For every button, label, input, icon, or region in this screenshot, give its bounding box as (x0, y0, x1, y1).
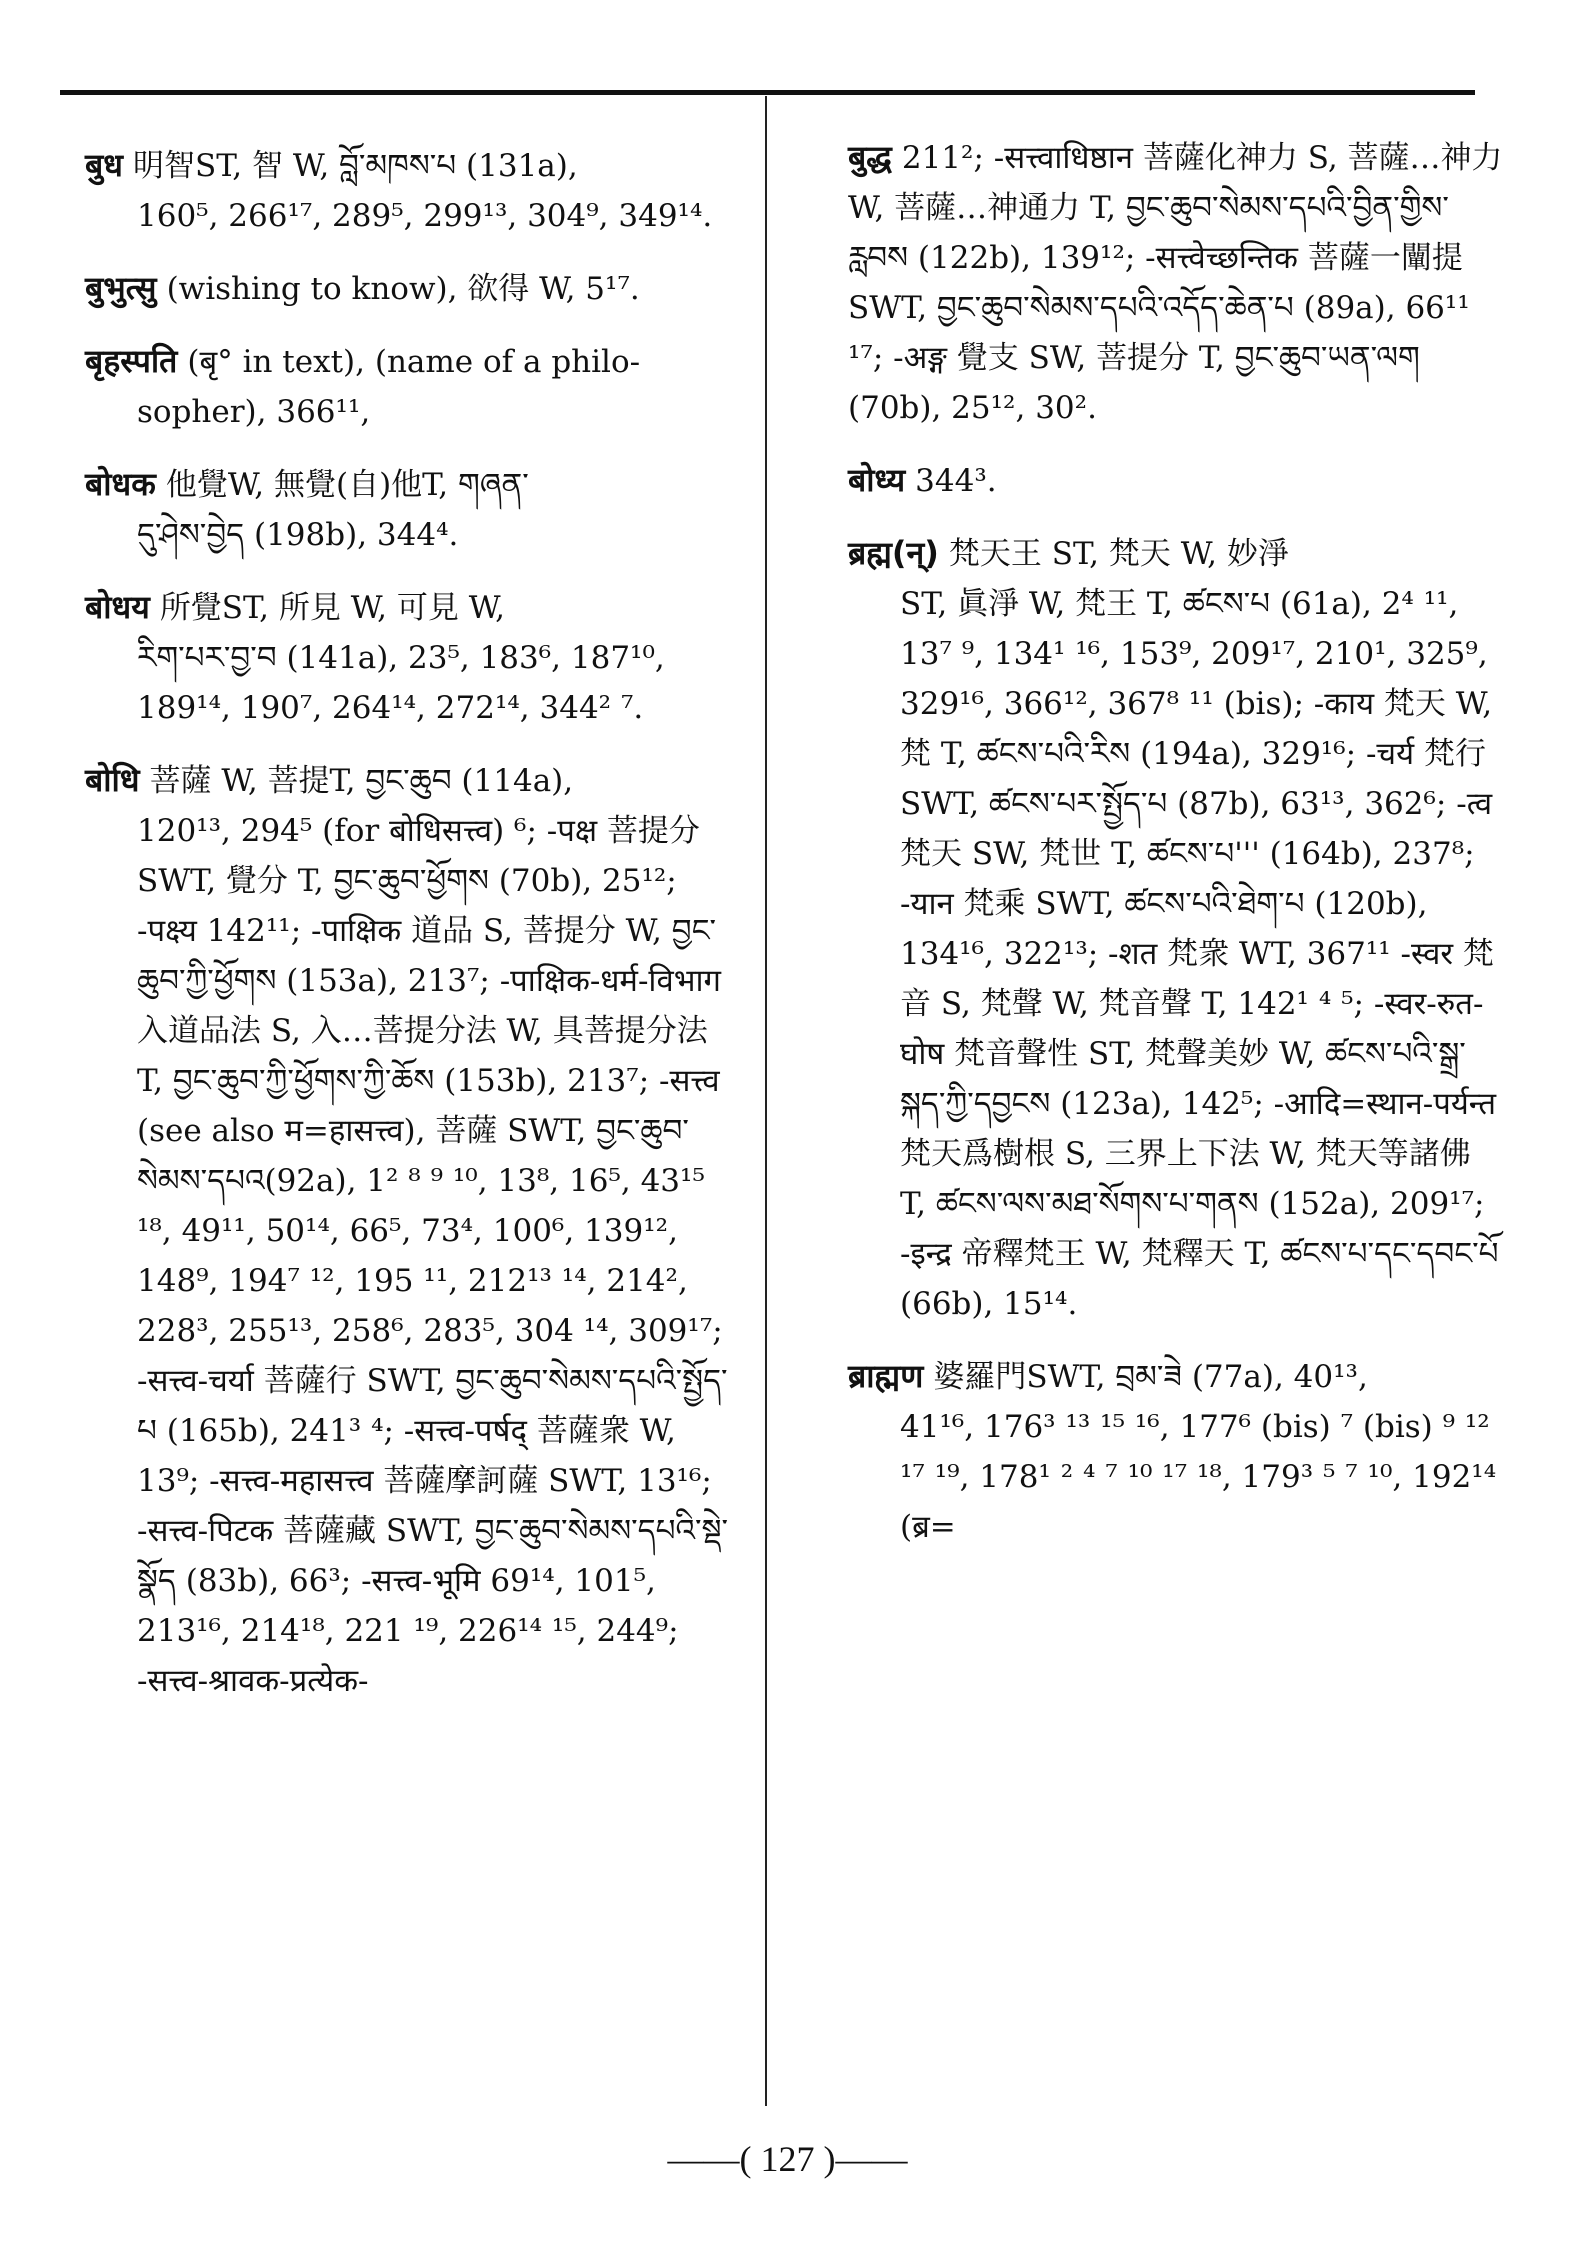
dictionary-entry (85, 336, 740, 437)
entry-text: 梵天王 ST, 梵天 W, 妙淨 (948, 536, 1289, 572)
dictionary-entry (848, 528, 1503, 1329)
entry-text: 明智ST, 智 W, བློ་མཁས་པ (131a), (132, 148, 578, 184)
entry-continuation: sopher), 366¹¹, (137, 394, 371, 430)
entry-text: 菩薩 W, 菩提T, བྱང་ཆུབ (114a), (149, 763, 574, 799)
column-divider (765, 96, 767, 2106)
entry-text: 344³. (915, 463, 997, 499)
dictionary-entry (85, 459, 740, 560)
page-number: ——( 127 )—— (667, 2139, 908, 2179)
dictionary-entry (848, 1351, 1503, 1552)
entry-text: 婆羅門SWT, བྲམ་ཟེ (77a), 40¹³, (933, 1359, 1368, 1395)
entry-headword: ब्रह्म(न्) (848, 534, 939, 572)
entry-headword: बोधक (85, 465, 156, 503)
dictionary-entry (85, 755, 740, 1706)
entry-continuation: དུ་ཤེས་བྱེད (198b), 344⁴. (137, 517, 459, 553)
entry-headword: बोध्य (848, 461, 906, 499)
entry-continuation: 160⁵, 266¹⁷, 289⁵, 299¹³, 304⁹, 349¹⁴. (137, 198, 713, 234)
entry-headword: बोधय (85, 588, 150, 626)
dictionary-entry (848, 132, 1503, 433)
entry-text: 211²; -सत्त्वाधिष्ठान 菩薩化神力 S, 菩薩…神力 W, 菩薩…神通力 T, བྱང་ཆུབ་སེམས་དཔའི་བྱིན་གྱིས་རླབས (122b), 139¹²; -सत्त्वेच्छन्तिक 菩薩一闡提 SWT, བྱང་ཆུབ་སེམས་དཔའི་འདོད་ཆེན་པ (89a), 66¹¹ ¹⁷; -अङ्ग 覺支 SW, 菩提分 T, བྱང་ཆུབ་ཡན་ལག (70b), 25¹², 30². (848, 140, 1503, 426)
dictionary-entry (85, 582, 740, 733)
entry-headword: बुभुत्सु (85, 269, 157, 307)
entry-headword: ब्राह्मण (848, 1357, 924, 1395)
dictionary-entry (848, 455, 1503, 506)
entry-headword: बुद्ध (848, 138, 892, 176)
entry-text: (बृ° in text), (name of a philo- (187, 344, 641, 380)
right-column (848, 132, 1503, 1574)
entry-continuation: 41¹⁶, 176³ ¹³ ¹⁵ ¹⁶, 177⁶ (bis) ⁷ (bis) ⁹ ¹² ¹⁷ ¹⁹, 178¹ ² ⁴ ⁷ ¹⁰ ¹⁷ ¹⁸, 179³ ⁵ ⁷ ¹⁰, 192¹⁴ (ब्र= (900, 1409, 1497, 1545)
top-rule (60, 90, 1475, 95)
dictionary-entry (85, 140, 740, 241)
dictionary-entry (85, 263, 740, 314)
entry-continuation: ST, 眞淨 W, 梵王 T, ཚངས་པ (61a), 2⁴ ¹¹, 13⁷ ⁹, 134¹ ¹⁶, 153⁹, 209¹⁷, 210¹, 325⁹, 329¹⁶, 366¹², 367⁸ ¹¹ (bis); -काय 梵天 W, 梵 T, ཚངས་པའི་རིས (194a), 329¹⁶; -चर्य 梵行 SWT, ཚངས་པར་སྤྱོད་པ (87b), 63¹³, 362⁶; -त्व 梵天 SW, 梵世 T, ཚངས་པ''' (164b), 237⁸; -यान 梵乘 SWT, ཚངས་པའི་ཐེག་པ (120b), 134¹⁶, 322¹³; -शत 梵衆 WT, 367¹¹ -स्वर 梵音 S, 梵聲 W, 梵音聲 T, 142¹ ⁴ ⁵; -स्वर-रुत-घोष 梵音聲性 ST, 梵聲美妙 W, ཚངས་པའི་སྒྲ་སྐད་ཀྱི་དབྱངས (123a), 142⁵; -आदि=स्थान-पर्यन्त 梵天爲樹根 S, 三界上下法 W, 梵天等諸佛 T, ཚངས་ལས་མཐ་སོགས་པ་གནས (152a), 209¹⁷; -इन्द्र 帝釋梵王 W, 梵釋天 T, ཚངས་པ་དང་དབང་པོ (66b), 15¹⁴. (900, 586, 1499, 1322)
left-column (85, 140, 740, 1728)
entry-text: (wishing to know), 欲得 W, 5¹⁷. (166, 271, 640, 307)
entry-text: 他覺W, 無覺(自)他T, གཞན་ (165, 467, 529, 503)
entry-headword: बुध (85, 146, 123, 184)
entry-text: 所覺ST, 所見 W, 可見 W, (159, 590, 506, 626)
entry-headword: बृहस्पति (85, 342, 178, 380)
entry-continuation: རིག་པར་བྱ་བ (141a), 23⁵, 183⁶, 187¹⁰, 189¹⁴, 190⁷, 264¹⁴, 272¹⁴, 344² ⁷. (137, 640, 665, 726)
entry-continuation: 120¹³, 294⁵ (for बोधिसत्त्व) ⁶; -पक्ष 菩提分 SWT, 覺分 T, བྱང་ཆུབ་ཕྱོགས (70b), 25¹²; -पक्ष्य 142¹¹; -पाक्षिक 道品 S, 菩提分 W, བྱང་ཆུབ་ཀྱི་ཕྱོགས (153a), 213⁷; -पाक्षिक-धर्म-विभाग 入道品法 S, 入…菩提分法 W, 具菩提分法 T, བྱང་ཆུབ་ཀྱི་ཕྱོགས་ཀྱི་ཆོས (153b), 213⁷; -सत्त्व (see also म=हासत्त्व), 菩薩 SWT, བྱང་ཆུབ་སེམས་དཔའ(92a), 1² ⁸ ⁹ ¹⁰, 13⁸, 16⁵, 43¹⁵ ¹⁸, 49¹¹, 50¹⁴, 66⁵, 73⁴, 100⁶, 139¹², 148⁹, 194⁷ ¹², 195 ¹¹, 212¹³ ¹⁴, 214², 228³, 255¹³, 258⁶, 283⁵, 304 ¹⁴, 309¹⁷; -सत्त्व-चर्या 菩薩行 SWT, བྱང་ཆུབ་སེམས་དཔའི་སྤྱོད་པ (165b), 241³ ⁴; -सत्त्व-पर्षद् 菩薩衆 W, 13⁹; -सत्त्व-महासत्त्व 菩薩摩訶薩 SWT, 13¹⁶; -सत्त्व-पिटक 菩薩藏 SWT, བྱང་ཆུབ་སེམས་དཔའི་སྡེ་སྣོད (83b), 66³; -सत्त्व-भूमि 69¹⁴, 101⁵, 213¹⁶, 214¹⁸, 221 ¹⁹, 226¹⁴ ¹⁵, 244⁹; -सत्त्व-श्रावक-प्रत्येक- (137, 813, 729, 1699)
entry-headword: बोधि (85, 761, 140, 799)
